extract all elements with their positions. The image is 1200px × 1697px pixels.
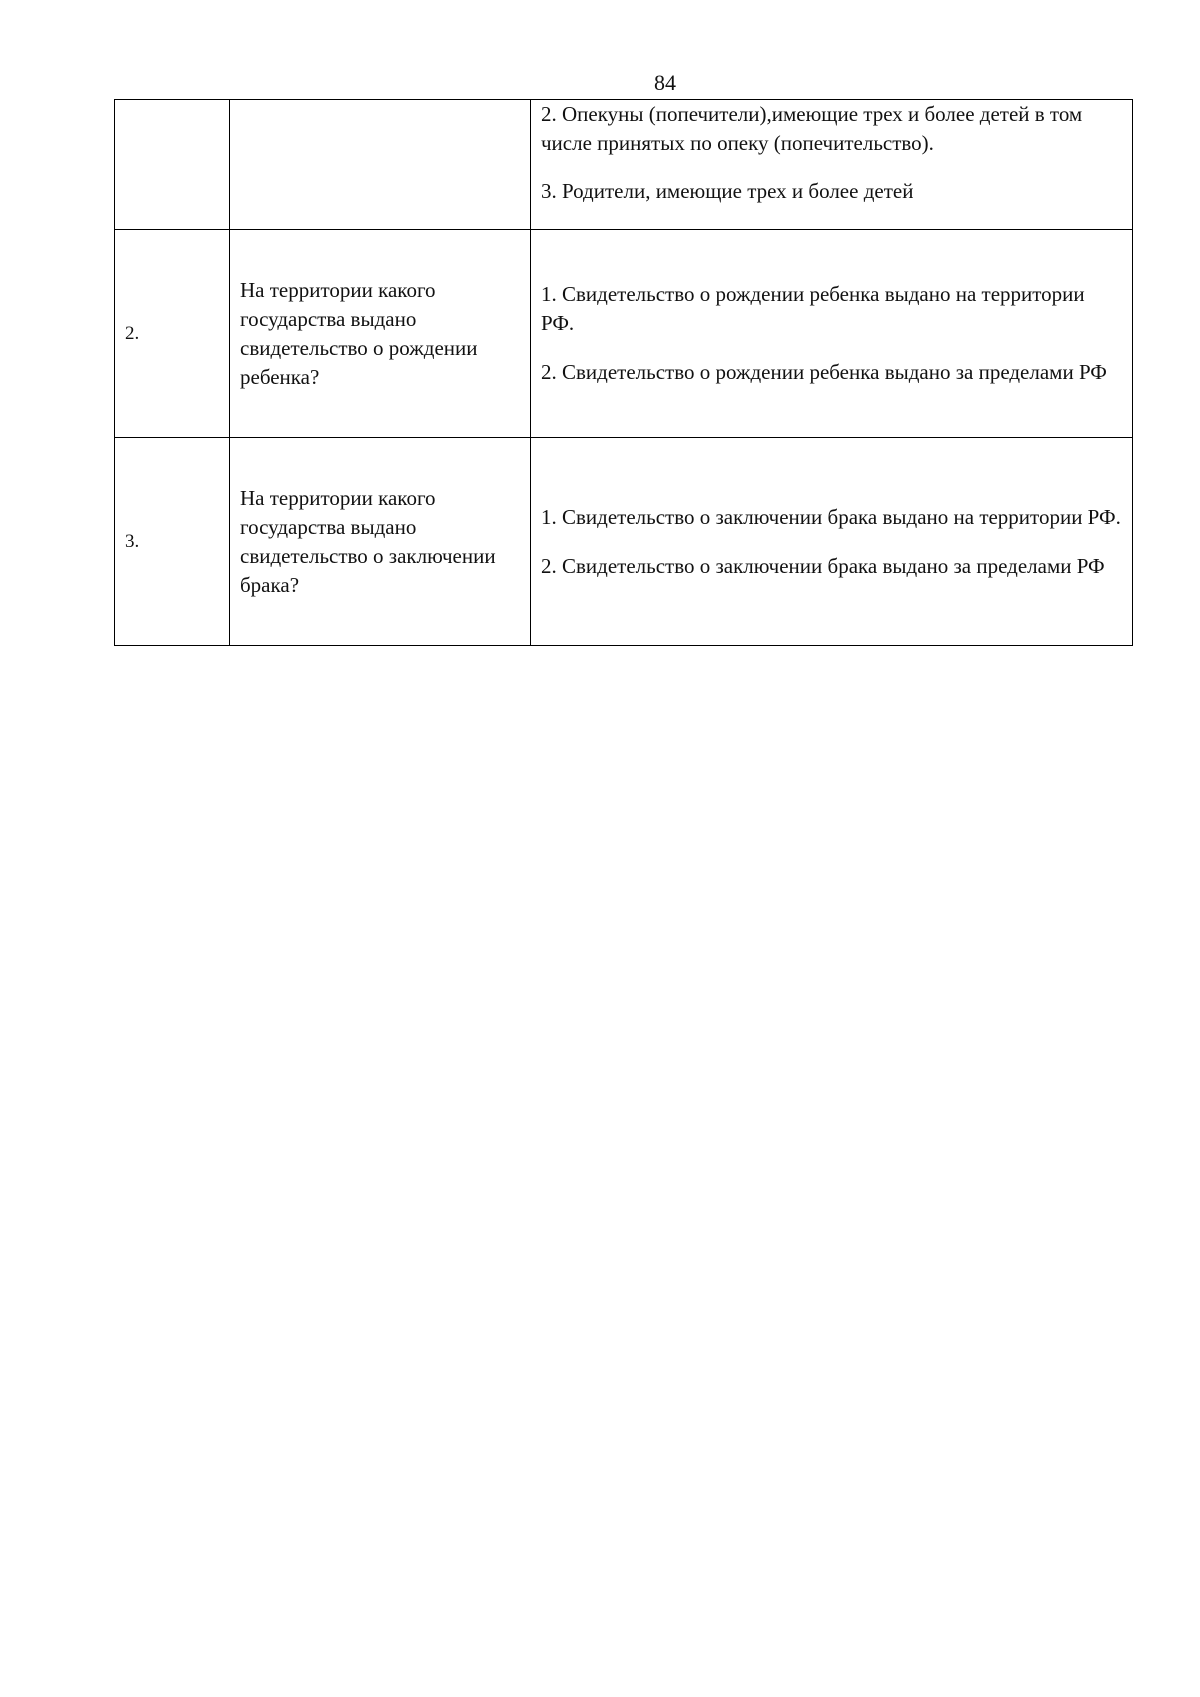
answers-cell	[531, 438, 1133, 646]
question-text: На территории какого государства выдано свидетельство о рождении ребенка?	[230, 230, 531, 438]
answer-option: 3. Родители, имеющие трех и более детей	[541, 179, 914, 203]
question-text	[230, 100, 531, 230]
answer-option: 1. Свидетельство о рождении ребенка выдано на территории РФ.	[541, 282, 1085, 335]
questions-table	[114, 99, 1133, 646]
table-row	[115, 438, 1133, 646]
table-row	[115, 100, 1133, 230]
question-text: На территории какого государства выдано свидетельство о заключении брака?	[230, 438, 531, 646]
answers-cell	[531, 100, 1133, 230]
answer-option: 1. Свидетельство о заключении брака выдано на территории РФ.	[541, 504, 1121, 529]
page-number: 84	[654, 70, 676, 95]
answer-option: 2. Опекуны (попечители),имеющие трех и более детей в том числе принятых по опеку (попечительство).	[541, 102, 1083, 155]
answer-option: 2. Свидетельство о заключении брака выдано за пределами РФ	[541, 553, 1105, 578]
answers-cell	[531, 230, 1133, 438]
row-number	[115, 100, 230, 230]
row-number: 3.	[115, 438, 230, 646]
row-number: 2.	[115, 230, 230, 438]
table-row	[115, 230, 1133, 438]
answer-option: 2. Свидетельство о рождении ребенка выдано за пределами РФ	[541, 360, 1107, 384]
